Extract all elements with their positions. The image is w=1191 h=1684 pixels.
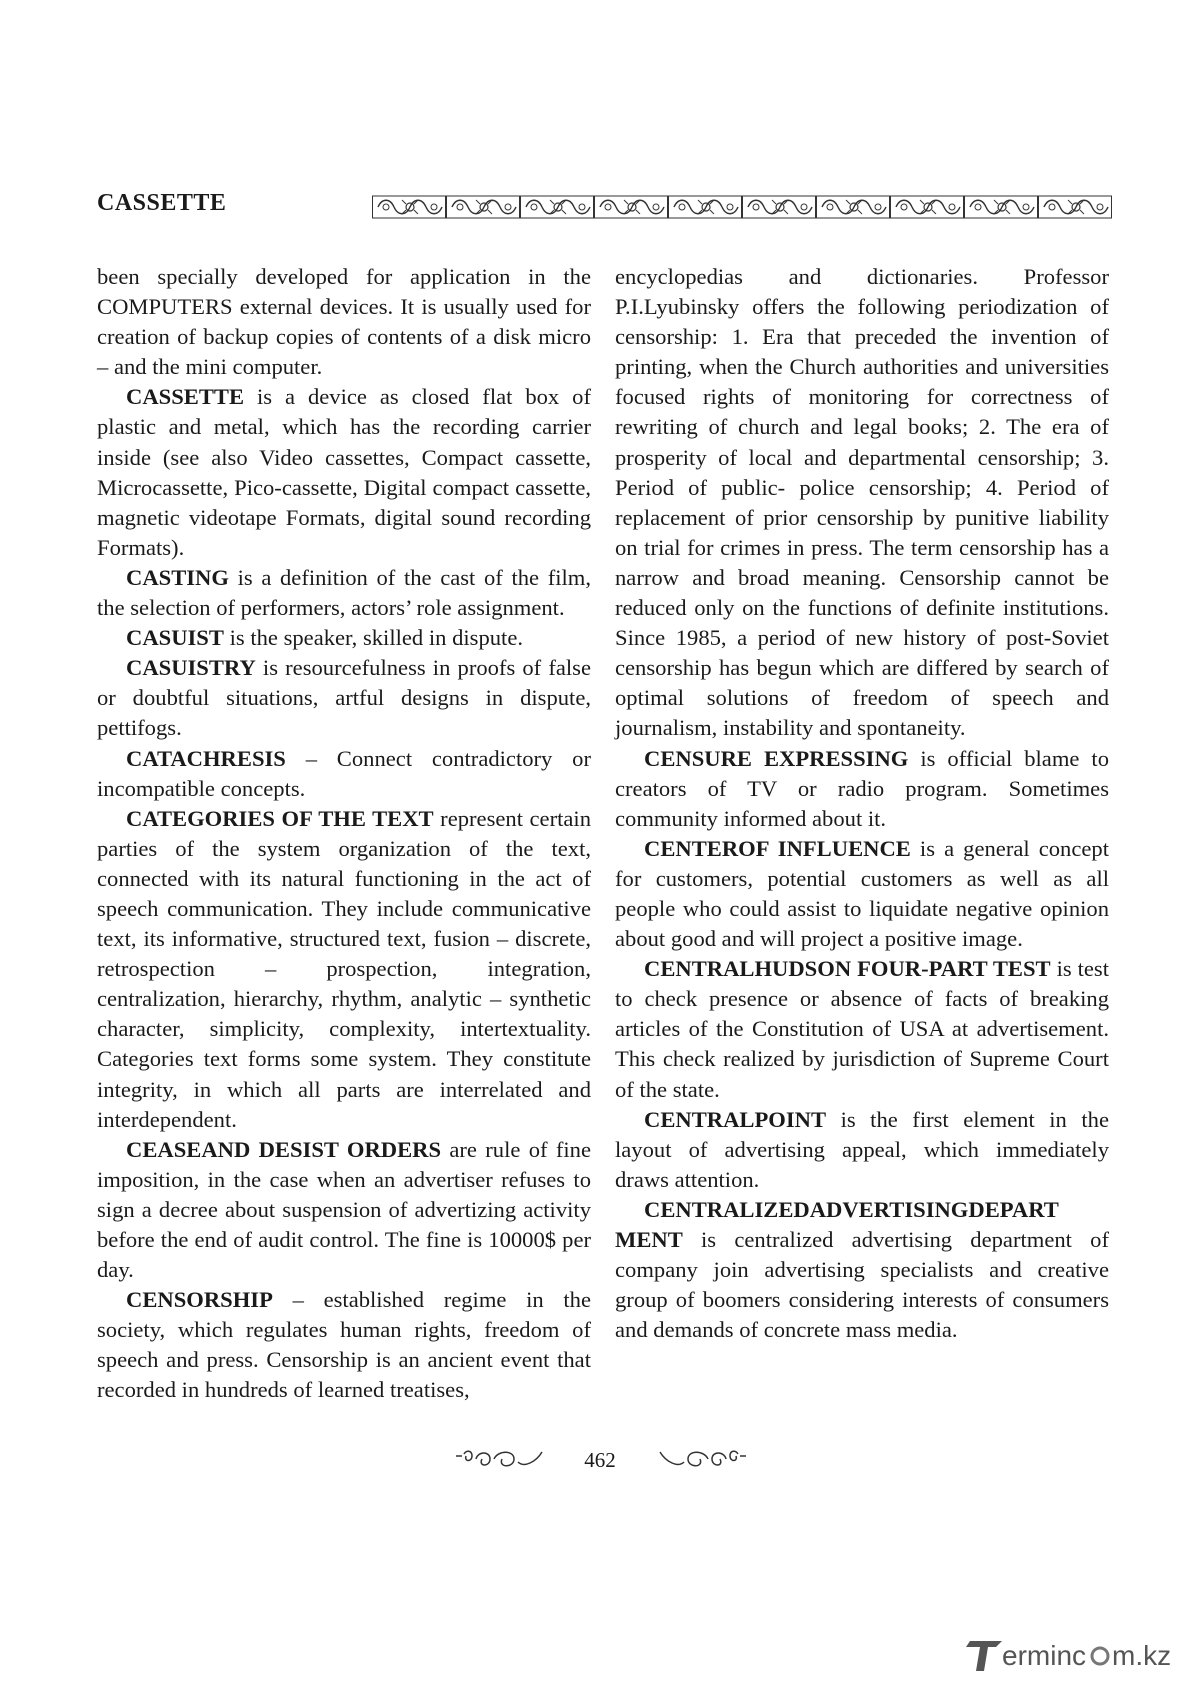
entry-term: CENTRALPOINT xyxy=(644,1106,827,1132)
entry-cassette xyxy=(97,382,591,563)
right-column xyxy=(615,262,1109,1345)
entry-continuation: encyclopedias and dictionaries. Professor P.I.Lyubinsky offers the following periodization of censorship: 1. Era that preceded the invention of printing, when the Church authorities and universities focused rights of monitoring for correctness of rewriting of church and legal books; 2. The era of prosperity of local and departmental censorship; 3. Period of public- police censorship; 4. Period of replacement of prior censorship by punitive liability on trial for crimes in press. The term censorship has a narrow and broad meaning. Censorship cannot be reduced only on the functions of definite institutions. Since 1985, a period of new history of post-Soviet censorship has begun which are differed by search of optimal solutions of freedom of speech and journalism, instability and spontaneity. xyxy=(615,264,1109,741)
entry-continuation: been specially developed for application in the COMPUTERS external devices. It is usually used for creation of backup copies of contents of a disk micro – and the mini computer. xyxy=(97,264,591,380)
entry-centralized-advertising-department xyxy=(615,1195,1109,1345)
entry-central-point xyxy=(615,1105,1109,1195)
entry-definition: is official blame to creators of TV or radio program. Sometimes community informed about it. xyxy=(615,745,1109,831)
entry-definition: – Connect contradictory or incompatible concepts. xyxy=(97,745,591,801)
entry-casuist xyxy=(97,623,591,653)
svg-text:erminc: erminc xyxy=(1002,1640,1087,1671)
entry-categories-of-the-text xyxy=(97,804,591,1135)
entry-term: CASUIST xyxy=(126,625,224,651)
entry-definition: is a definition of the cast of the film, the selection of performers, actors’ role assignment. xyxy=(97,564,591,621)
entry-term: CATACHRESIS xyxy=(126,745,286,771)
entry-term: CATEGORIES OF THE TEXT xyxy=(126,805,434,831)
page-number: 462 xyxy=(584,1448,616,1472)
entry-definition: is centralized advertising department of company join advertising specialists and creative group of boomers considering interests of consumers and demands of concrete mass media. xyxy=(615,1227,1109,1343)
site-watermark-logo xyxy=(962,1635,1182,1675)
entry-casting xyxy=(97,563,591,623)
footer-ornament-left xyxy=(454,1448,544,1470)
left-column xyxy=(97,262,591,1406)
entry-definition: is the speaker, skilled in dispute. xyxy=(223,625,523,651)
entry-term: CENSURE EXPRESSING xyxy=(644,745,909,771)
entry-term: CENSORSHIP xyxy=(126,1287,273,1313)
entry-term: CENTEROF INFLUENCE xyxy=(644,835,911,861)
entry-cease-and-desist-orders xyxy=(97,1135,591,1285)
entry-definition: is test to check presence or absence of facts of breaking articles of the Constitution of USA at advertisement. This check realized by jurisdiction of Supreme Court of the state. xyxy=(615,956,1109,1102)
entry-term: CENTRALIZEDADVERTISINGDEPART MENT xyxy=(615,1196,1059,1252)
entry-term: CASTING xyxy=(126,564,229,590)
entry-definition: is the first element in the layout of advertising appeal, which immediately draws attention. xyxy=(615,1106,1109,1192)
header-ornament-band xyxy=(372,194,1112,220)
footer-ornament-right xyxy=(658,1448,748,1470)
entry-definition: is a device as closed flat box of plastic and metal, which has the recording carrier inside (see also Video cassettes, Compact cassette, Microcassette, Pico-cassette, Digital compact cassette, magnetic videotape Formats, digital sound recording Formats). xyxy=(97,384,591,560)
entry-term: CEASEAND DESIST ORDERS xyxy=(126,1136,442,1162)
entry-central-hudson-test xyxy=(615,954,1109,1104)
entry-term: CENTRALHUDSON FOUR-PART TEST xyxy=(644,956,1051,982)
entry-definition: is a general concept for customers, potential customers as well as all people who could assist to liquidate negative opinion about good and will project a positive image. xyxy=(615,835,1109,952)
running-head: CASSETTE xyxy=(97,190,227,216)
entry-definition: are rule of fine imposition, in the case when an advertiser refuses to sign a decree about suspension of advertizing activity before the end of audit control. The fine is 10000$ per day. xyxy=(97,1136,591,1283)
entry-term: CASUISTRY xyxy=(126,655,256,681)
entry-censure-expressing xyxy=(615,744,1109,834)
entry-definition: represent certain parties of the system organization of the text, connected with its natural functioning in the act of speech communication. They include communicative text, its informative, structured text, fusion – discrete, retrospection – prospection, integration, centralization, hierarchy, rhythm, analytic – synthetic character, simplicity, complexity, intertextuality. Categories text forms some system. They constitute integrity, in which all parts are interrelated and interdependent. xyxy=(97,805,591,1132)
entry-center-of-influence xyxy=(615,834,1109,954)
entry-censorship xyxy=(97,1285,591,1405)
svg-text:m.kz: m.kz xyxy=(1112,1640,1172,1671)
entry-catachresis xyxy=(97,744,591,804)
entry-term: CASSETTE xyxy=(126,384,245,410)
entry-casuistry xyxy=(97,653,591,743)
entry-definition: is resourcefulness in proofs of false or doubtful situations, artful designs in dispute, pettifogs. xyxy=(97,655,591,741)
entry-definition: – established regime in the society, which regulates human rights, freedom of speech and press. Censorship is an ancient event that recorded in hundreds of learned treatises, xyxy=(97,1287,591,1403)
